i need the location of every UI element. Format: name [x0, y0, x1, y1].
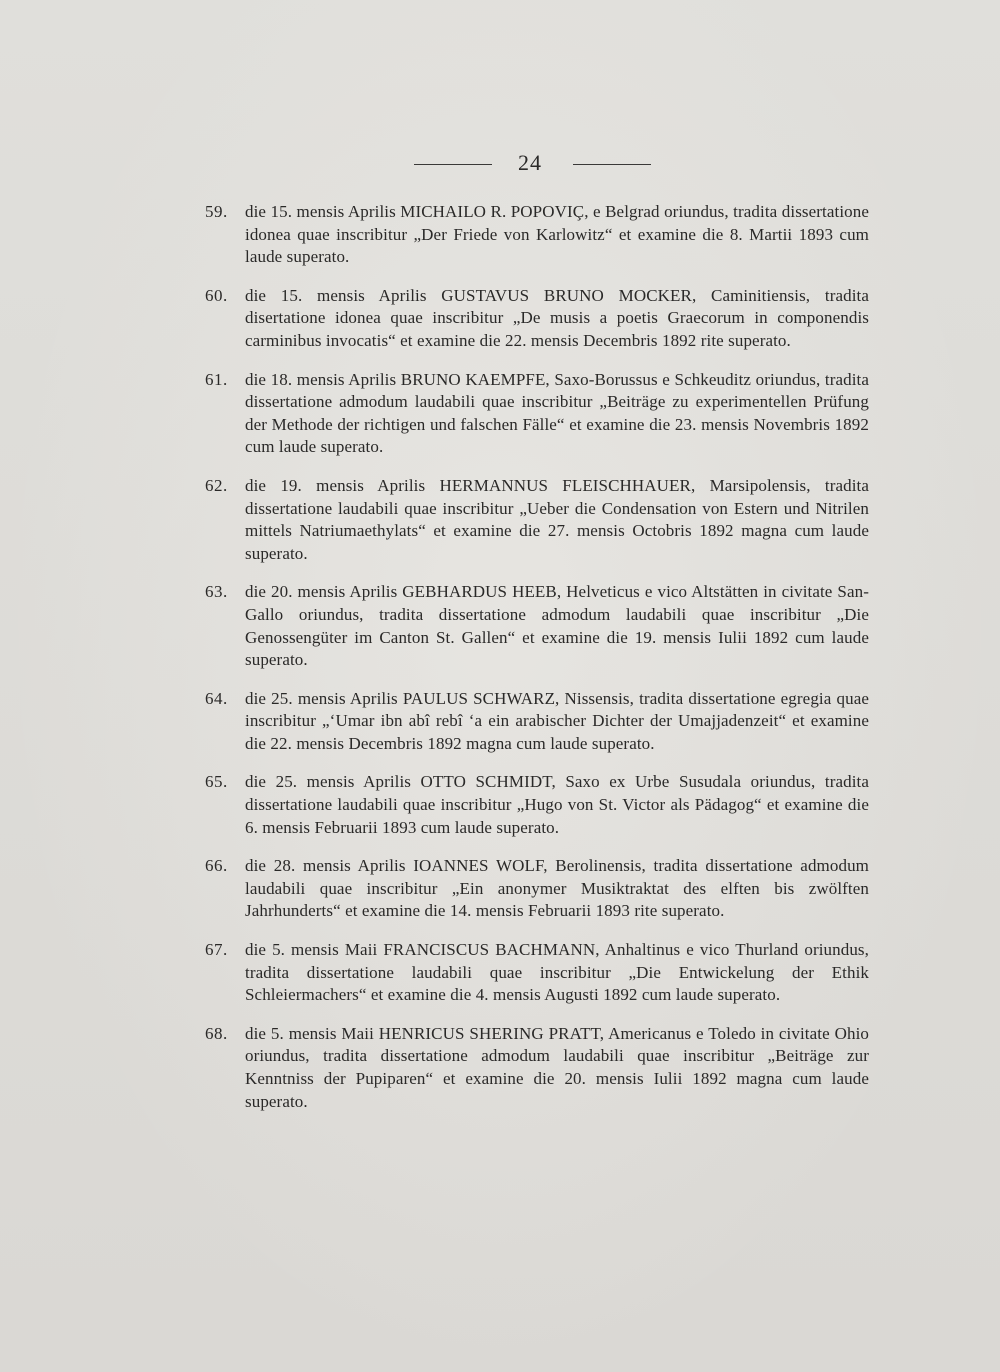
- entry-number: 63.: [205, 582, 228, 602]
- entry-number: 62.: [205, 475, 228, 495]
- entry-number: 59.: [205, 202, 228, 221]
- entry-text: die 20. mensis Aprilis GEBHARDUS HEEB, Helveticus e vico Altstätten in civitate San-Gallo oriundus, tradita dissertatione admodum laudabili quae inscribitur „Die Genossengüter im Canton St. Gallen“ et examine die 19. mensis Iulii 1892 cum laude superato.: [245, 582, 869, 670]
- entry-text: die 25. mensis Aprilis OTTO SCHMIDT, Saxo ex Urbe Susudala oriundus, tradita dissertatione laudabili quae inscribitur „Hugo von St. Victor als Pädagog“ et examine die 6. mensis Februarii 1893 cum laude superato.: [245, 772, 869, 837]
- header-rule-right: [573, 164, 651, 165]
- list-item: [0, 688, 1000, 756]
- list-item: [0, 581, 1000, 671]
- list-item: [0, 939, 1000, 1007]
- list-item: [0, 855, 1000, 923]
- entry-number: 60.: [205, 285, 228, 305]
- entry-text: die 25. mensis Aprilis PAULUS SCHWARZ, Nissensis, tradita dissertatione egregia quae inscribitur „‘Umar ibn abî rebî ‘a ein arabischer Dichter der Umajjadenzeit“ et examine die 22. mensis Decembris 1892 magna cum laude superato.: [245, 688, 869, 753]
- entry-text: die 15. mensis Aprilis MICHAILO R. POPOVIÇ, e Belgrad oriundus, tradita dissertatione idonea quae inscribitur „Der Friede von Karlowitz“ et examine die 8. Martii 1893 cum laude superato.: [245, 202, 869, 267]
- header-rule-left: [414, 164, 492, 165]
- entry-text: die 19. mensis Aprilis HERMANNUS FLEISCHHAUER, Marsipolensis, tradita dissertatione laudabili quae inscribitur „Ueber die Condensation von Estern und Nitrilen mittels Natriumaethylats“ et examine die 27. mensis Octobris 1892 magna cum laude superato.: [245, 475, 869, 563]
- entry-number: 61.: [205, 369, 228, 389]
- entry-number: 68.: [205, 1023, 228, 1043]
- list-item: [0, 475, 1000, 565]
- entry-text: die 28. mensis Aprilis IOANNES WOLF, Berolinensis, tradita dissertatione admodum laudabili quae inscribitur „Ein anonymer Musiktraktat des elften bis zwölften Jahrhunderts“ et examine die 14. mensis Februarii 1893 rite superato.: [245, 856, 869, 921]
- page-header: [0, 150, 1000, 180]
- entry-number: 66.: [205, 856, 228, 876]
- page-number: 24: [518, 150, 542, 175]
- entry-number: 67.: [205, 940, 228, 960]
- entry-number: 64.: [205, 688, 228, 708]
- list-item: [0, 285, 1000, 353]
- entry-text: die 5. mensis Maii HENRICUS SHERING PRATT, Americanus e Toledo in civitate Ohio oriundus, tradita dissertatione admodum laudabili quae inscribitur „Beiträge zur Kenntniss der Pupiparen“ et examine die 20. mensis Iulii 1892 magna cum laude superato.: [245, 1023, 869, 1111]
- list-item: [0, 1023, 1000, 1113]
- entry-text: die 15. mensis Aprilis GUSTAVUS BRUNO MOCKER, Caminitiensis, tradita disertatione idonea quae inscribitur „De musis a poetis Graecorum in componendis carminibus invocatis“ et examine die 22. mensis Decembris 1892 rite superato.: [245, 285, 869, 350]
- entry-text: die 5. mensis Maii FRANCISCUS BACHMANN, Anhaltinus e vico Thurland oriundus, tradita dissertatione laudabili quae inscribitur „Die Entwickelung der Ethik Schleiermachers“ et examine die 4. mensis Augusti 1892 cum laude superato.: [245, 940, 869, 1005]
- entry-number: 65.: [205, 772, 228, 792]
- entry-list: [0, 201, 1000, 1129]
- entry-text: die 18. mensis Aprilis BRUNO KAEMPFE, Saxo-Borussus e Schkeuditz oriundus, tradita dissertatione admodum laudabili quae inscribitur „Beiträge zu experimentellen Prüfung der Methode der richtigen und falschen Fälle“ et examine die 23. mensis Novembris 1892 cum laude superato.: [245, 369, 869, 457]
- list-item: [0, 771, 1000, 839]
- list-item: [0, 201, 1000, 269]
- list-item: [0, 369, 1000, 459]
